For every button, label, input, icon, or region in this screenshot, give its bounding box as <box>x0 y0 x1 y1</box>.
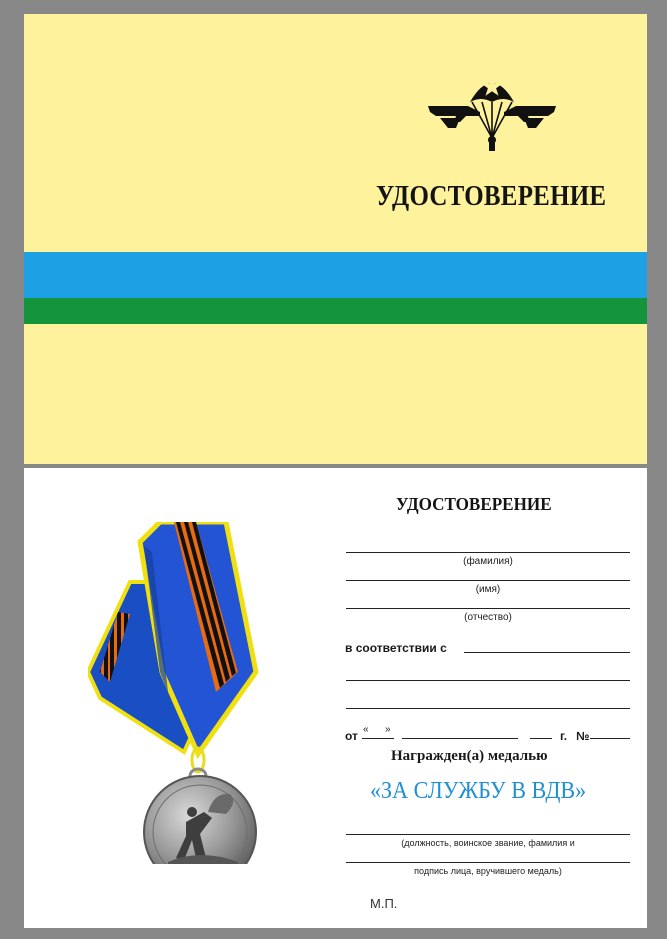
quote-close: » <box>385 724 391 735</box>
patronymic-caption: (отчество) <box>464 612 512 623</box>
number-label: № <box>576 729 590 743</box>
certificate-cover <box>24 14 647 464</box>
signature-line-1 <box>346 834 630 835</box>
surname-caption: (фамилия) <box>463 556 513 567</box>
dated-label: от <box>345 729 358 743</box>
blue-stripe <box>24 252 647 298</box>
certificate-title: УДОСТОВЕРЕНИЕ <box>396 494 552 514</box>
day-line <box>362 738 394 739</box>
certificate-sheet <box>24 468 647 928</box>
month-line <box>402 738 518 739</box>
quote-open: « <box>363 724 369 735</box>
name-caption: (имя) <box>475 584 501 595</box>
year-label: г. <box>560 729 568 743</box>
medal-name: «ЗА СЛУЖБУ В ВДВ» <box>370 778 587 804</box>
year-line <box>530 738 552 739</box>
in-accordance-label: в соответствии с <box>345 641 447 655</box>
vdv-service-medal-icon <box>88 522 284 864</box>
stamp-label: М.П. <box>370 896 398 911</box>
patronymic-line <box>346 608 630 609</box>
signature-line-2 <box>346 862 630 863</box>
vdv-parachute-emblem-icon <box>426 66 558 152</box>
green-stripe <box>24 298 647 324</box>
awarded-text: Награжден(а) медалью <box>391 748 548 764</box>
name-line <box>346 580 630 581</box>
signature-caption-2: подпись лица, вручившего медаль) <box>414 866 562 876</box>
signature-caption-1: (должность, воинское звание, фамилия и <box>401 838 575 848</box>
in-accordance-line-2 <box>346 680 630 681</box>
cover-title: УДОСТОВЕРЕНИЕ <box>376 180 607 212</box>
number-line <box>590 738 630 739</box>
surname-line <box>346 552 630 553</box>
in-accordance-line-3 <box>346 708 630 709</box>
in-accordance-line-1 <box>464 652 630 653</box>
